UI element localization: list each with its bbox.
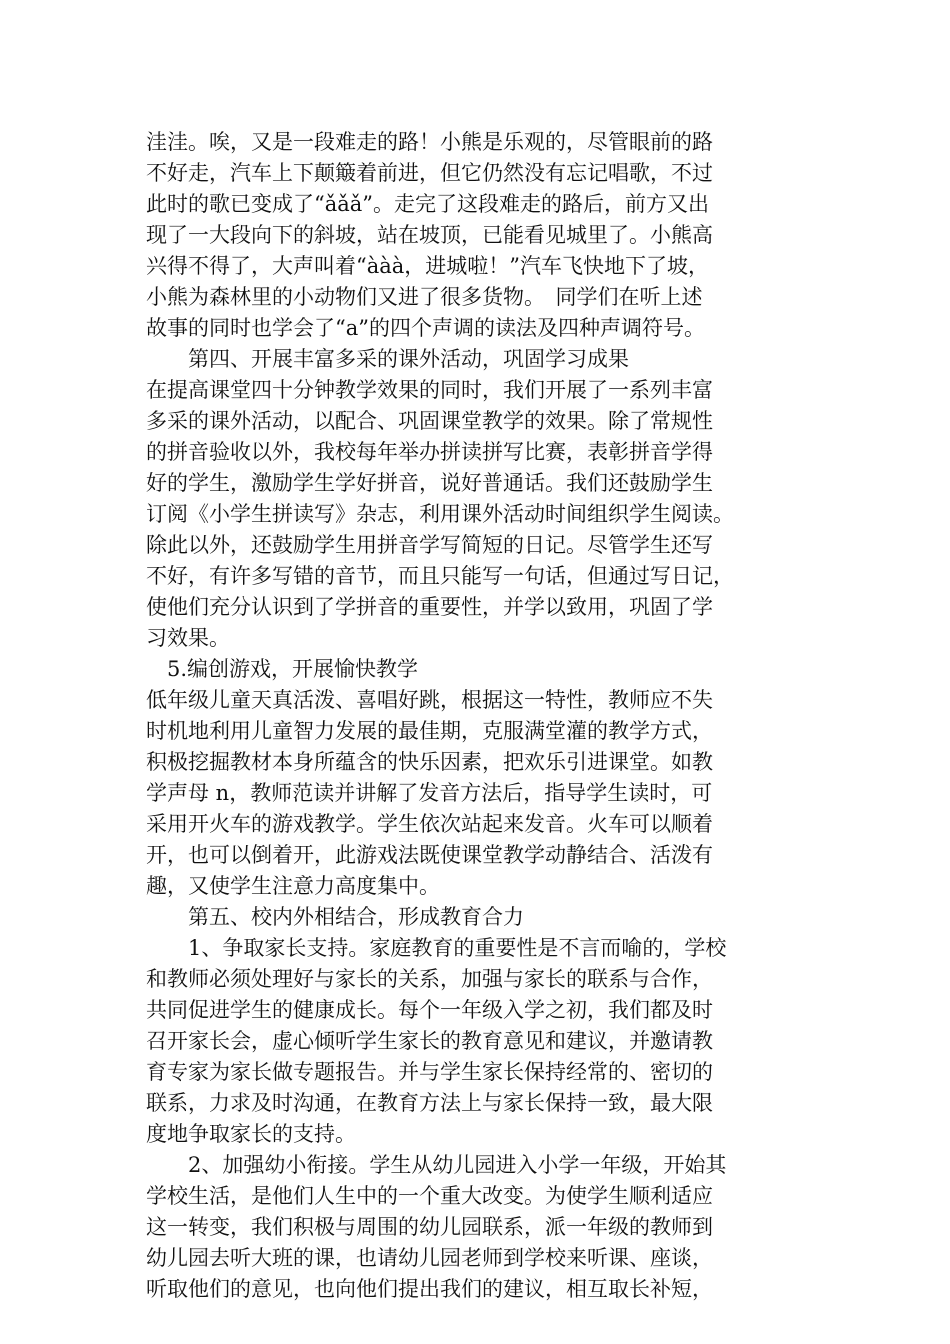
text-line: 幼儿园去听大班的课，也请幼儿园老师到学校来听课、座谈， <box>146 1246 713 1270</box>
text-line: 兴得不得了，大声叫着“ààà，进城啦！”汽车飞快地下了坡， <box>146 254 710 278</box>
text-line: 学声母 n，教师范读并讲解了发音方法后，指导学生读时，可 <box>146 781 713 805</box>
text-line: 趣，又使学生注意力高度集中。 <box>146 874 440 898</box>
text-line: 1、争取家长支持。家庭教育的重要性是不言而喻的，学校 <box>146 936 727 960</box>
text-line: 故事的同时也学会了“a”的四个声调的读法及四种声调符号。 <box>146 316 705 340</box>
text-line: 洼洼。唉，又是一段难走的路！小熊是乐观的，尽管眼前的路 <box>146 130 713 154</box>
text-line: 现了一大段向下的斜坡，站在坡顶，已能看见城里了。小熊高 <box>146 223 713 247</box>
text-line: 此时的歌已变成了“ǎǎǎ”。走完了这段难走的路后，前方又出 <box>146 192 710 216</box>
text-line: 习效果。 <box>146 626 230 650</box>
section-heading: 第四、开展丰富多采的课外活动，巩固学习成果 <box>146 347 629 371</box>
text-line: 积极挖掘教材本身所蕴含的快乐因素，把欢乐引进课堂。如教 <box>146 750 713 774</box>
text-line: 度地争取家长的支持。 <box>146 1122 356 1146</box>
text-line: 在提高课堂四十分钟教学效果的同时，我们开展了一系列丰富 <box>146 378 713 402</box>
text-line: 育专家为家长做专题报告。并与学生家长保持经常的、密切的 <box>146 1060 713 1084</box>
text-line: 订阅《小学生拼读写》杂志，利用课外活动时间组织学生阅读。 <box>146 502 734 526</box>
text-line: 开，也可以倒着开，此游戏法既使课堂教学动静结合、活泼有 <box>146 843 713 867</box>
text-line: 2、加强幼小衔接。学生从幼儿园进入小学一年级，开始其 <box>146 1153 727 1177</box>
text-line: 低年级儿童天真活泼、喜唱好跳，根据这一特性，教师应不失 <box>146 688 713 712</box>
text-line: 的拼音验收以外，我校每年举办拼读拼写比赛，表彰拼音学得 <box>146 440 713 464</box>
text-line: 联系，力求及时沟通，在教育方法上与家长保持一致，最大限 <box>146 1091 713 1115</box>
text-line: 时机地利用儿童智力发展的最佳期，克服满堂灌的教学方式， <box>146 719 713 743</box>
text-line: 和教师必须处理好与家长的关系，加强与家长的联系与合作， <box>146 967 713 991</box>
text-line: 采用开火车的游戏教学。学生依次站起来发音。火车可以顺着 <box>146 812 713 836</box>
text-line: 召开家长会，虚心倾听学生家长的教育意见和建议，并邀请教 <box>146 1029 713 1053</box>
section-heading: 第五、校内外相结合，形成教育合力 <box>146 905 524 929</box>
text-line: 好的学生，激励学生学好拼音，说好普通话。我们还鼓励学生 <box>146 471 713 495</box>
text-line: 多采的课外活动，以配合、巩固课堂教学的效果。除了常规性 <box>146 409 713 433</box>
section-heading: 5.编创游戏，开展愉快教学 <box>146 657 419 681</box>
text-line: 使他们充分认识到了学拼音的重要性，并学以致用，巩固了学 <box>146 595 713 619</box>
text-line: 共同促进学生的健康成长。每个一年级入学之初，我们都及时 <box>146 998 713 1022</box>
text-line: 不好，有许多写错的音节，而且只能写一句话，但通过写日记， <box>146 564 734 588</box>
text-line: 听取他们的意见，也向他们提出我们的建议，相互取长补短， <box>146 1277 713 1301</box>
text-line: 除此以外，还鼓励学生用拼音学写简短的日记。尽管学生还写 <box>146 533 713 557</box>
text-line: 不好走，汽车上下颠簸着前进，但它仍然没有忘记唱歌，不过 <box>146 161 713 185</box>
text-line: 小熊为森林里的小动物们又进了很多货物。 同学们在听上述 <box>146 285 703 309</box>
text-line: 这一转变，我们积极与周围的幼儿园联系，派一年级的教师到 <box>146 1215 713 1239</box>
text-line: 学校生活，是他们人生中的一个重大改变。为使学生顺利适应 <box>146 1184 713 1208</box>
